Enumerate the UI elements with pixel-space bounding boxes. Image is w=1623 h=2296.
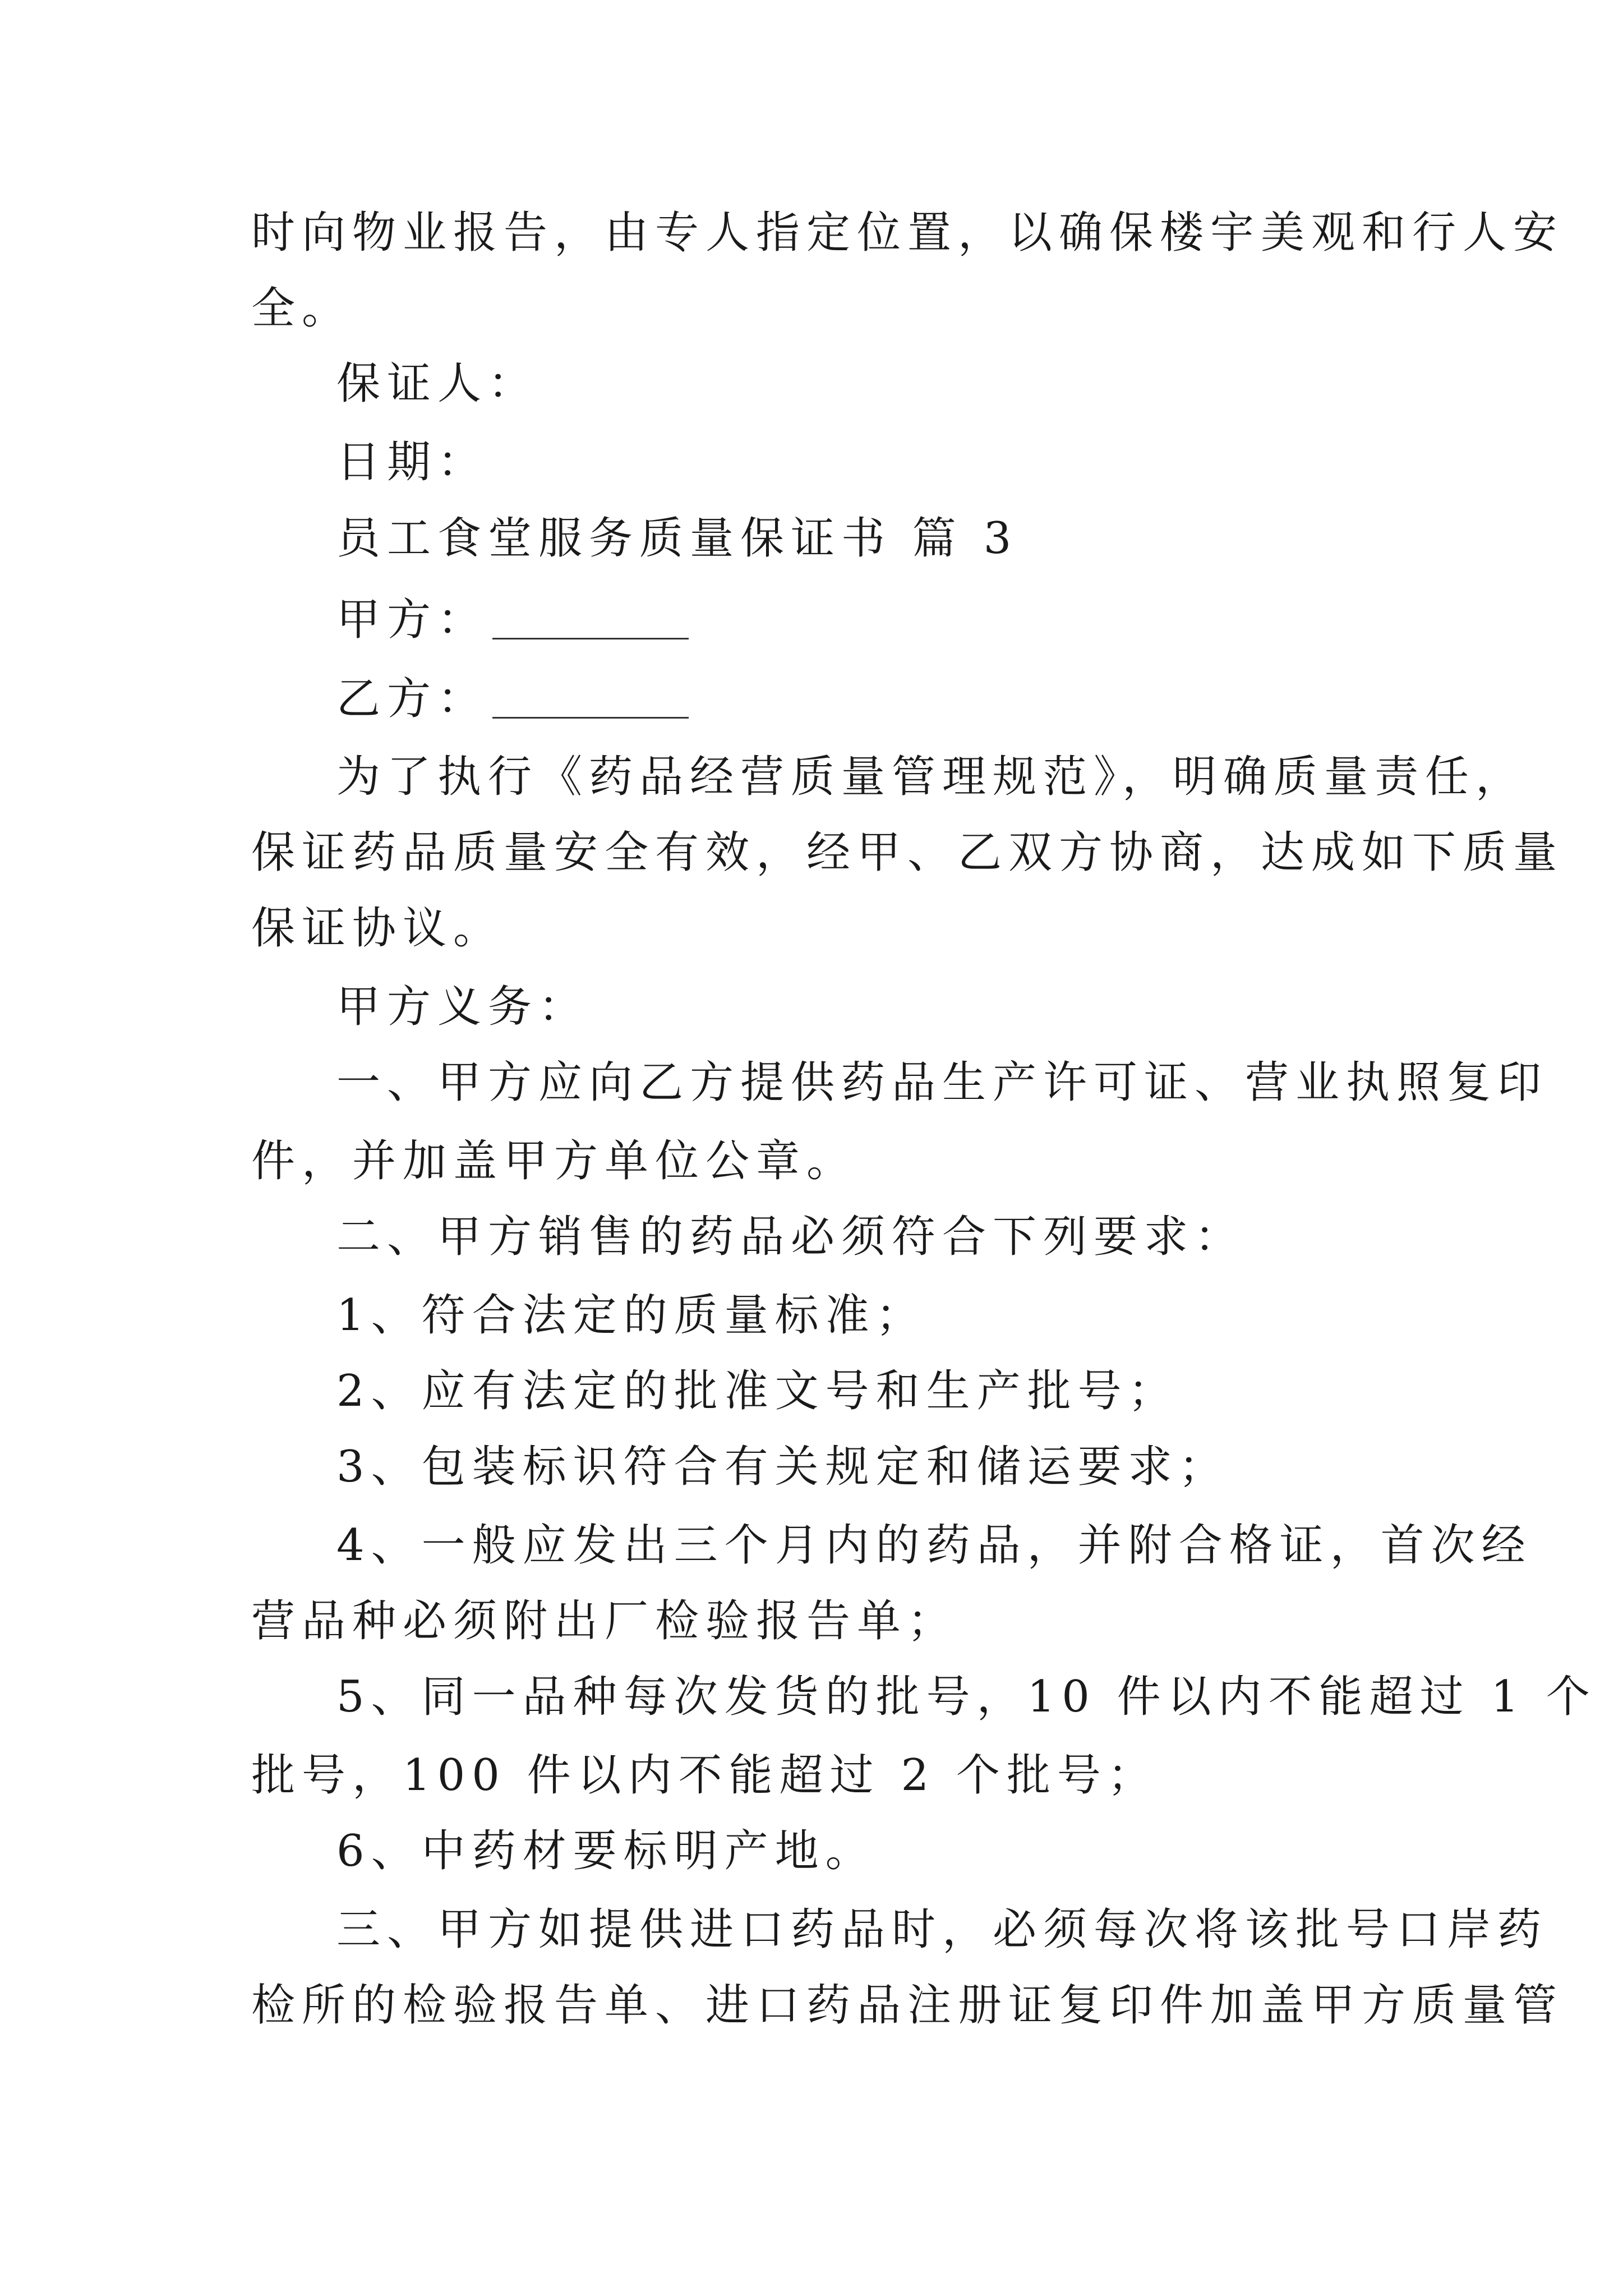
text-line: 三、甲方如提供进口药品时，必须每次将该批号口岸药 <box>336 1904 1548 1955</box>
section-heading: 员工食堂服务质量保证书 篇 3 <box>336 513 1018 564</box>
text-line: 日期： <box>336 437 488 487</box>
text-line: 4、一般应发出三个月内的药品，并附合格证，首次经 <box>336 1520 1532 1571</box>
text-line: 3、包装标识符合有关规定和储运要求； <box>336 1442 1229 1492</box>
text-line: 6、中药材要标明产地。 <box>336 1826 876 1876</box>
text-line: 一、甲方应向乙方提供药品生产许可证、营业执照复印 <box>336 1057 1548 1108</box>
text-line: 营品种必须附出厂检验报告单； <box>251 1596 958 1646</box>
text-line: 1、符合法定的质量标准； <box>336 1290 926 1341</box>
text-line: 保证药品质量安全有效，经甲、乙双方协商，达成如下质量 <box>251 827 1564 878</box>
text-line: 件，并加盖甲方单位公章。 <box>251 1136 857 1186</box>
text-line: 检所的检验报告单、进口药品注册证复印件加盖甲方质量管 <box>251 1980 1564 2031</box>
text-line: 批号，100 件以内不能超过 2 个批号； <box>251 1750 1158 1801</box>
text-line: 2、应有法定的批准文号和生产批号； <box>336 1366 1179 1416</box>
text-line: 甲方义务： <box>336 982 589 1032</box>
text-line: 保证人： <box>336 358 539 409</box>
party-a-label: 甲方： <box>336 595 488 645</box>
text-line: 二、甲方销售的药品必须符合下列要求： <box>336 1212 1246 1262</box>
party-b-label: 乙方： <box>336 674 488 724</box>
party-b-line <box>336 671 689 727</box>
party-a-blank <box>492 636 689 639</box>
text-line: 为了执行《药品经营质量管理规范》，明确质量责任， <box>336 752 1527 802</box>
text-line: 保证协议。 <box>251 903 504 954</box>
party-b-blank <box>492 715 689 719</box>
party-a-line <box>336 592 689 648</box>
text-line: 全。 <box>251 283 353 334</box>
text-line: 时向物业报告，由专人指定位置，以确保楼宇美观和行人安 <box>251 208 1564 258</box>
text-line: 5、同一品种每次发货的批号，10 件以内不能超过 1 个 <box>336 1672 1597 1722</box>
